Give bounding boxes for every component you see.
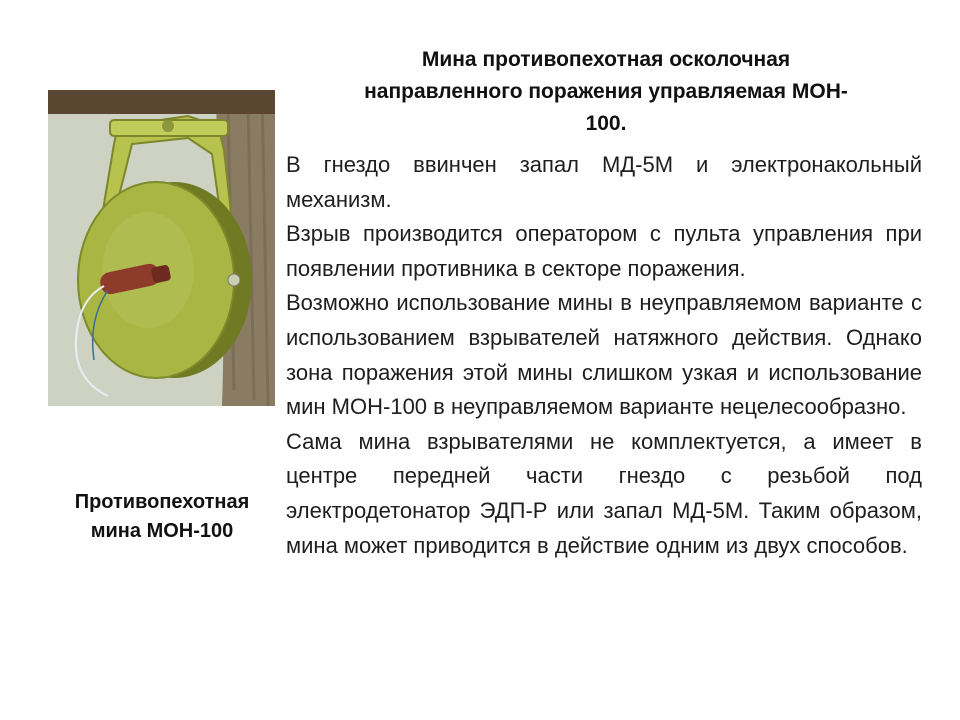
paragraph-equipment: Сама мина взрывателями не комплектуется, а имеет в центре передней части гнездо с резьбой под электродетонатор ЭДП-Р или запал МД-5М. Таким образом, мина может приводится в действие одним из двух способов. (286, 428, 922, 558)
title-line-2: направленного поражения управляемая МОН- (364, 80, 848, 103)
paragraph-fuse: В гнездо ввинчен запал МД-5М и электронакольный механизм. (286, 152, 922, 212)
photo-caption (40, 488, 284, 546)
mine-photo (48, 90, 275, 406)
description-text (286, 148, 922, 563)
title-line-1: Мина противопехотная осколочная (421, 48, 791, 71)
slide-title (288, 44, 924, 140)
title-line-3: 100. (585, 112, 627, 135)
mine-illustration (48, 90, 275, 406)
paragraph-detonation: Взрыв производится оператором с пульта управления при появлении противника в секторе поражения. (286, 221, 922, 281)
caption-line-2: мина МОН-100 (90, 520, 234, 542)
paragraph-uncontrolled: Возможно использование мины в неуправляемом варианте с использованием взрывателей натяжного действия. Однако зона поражения этой мины слишком узкая и использование мин МОН-100 в неуправляемом варианте нецелесообразно. (286, 290, 922, 420)
caption-line-1: Противопехотная (74, 491, 250, 513)
wooden-beam (48, 90, 275, 114)
